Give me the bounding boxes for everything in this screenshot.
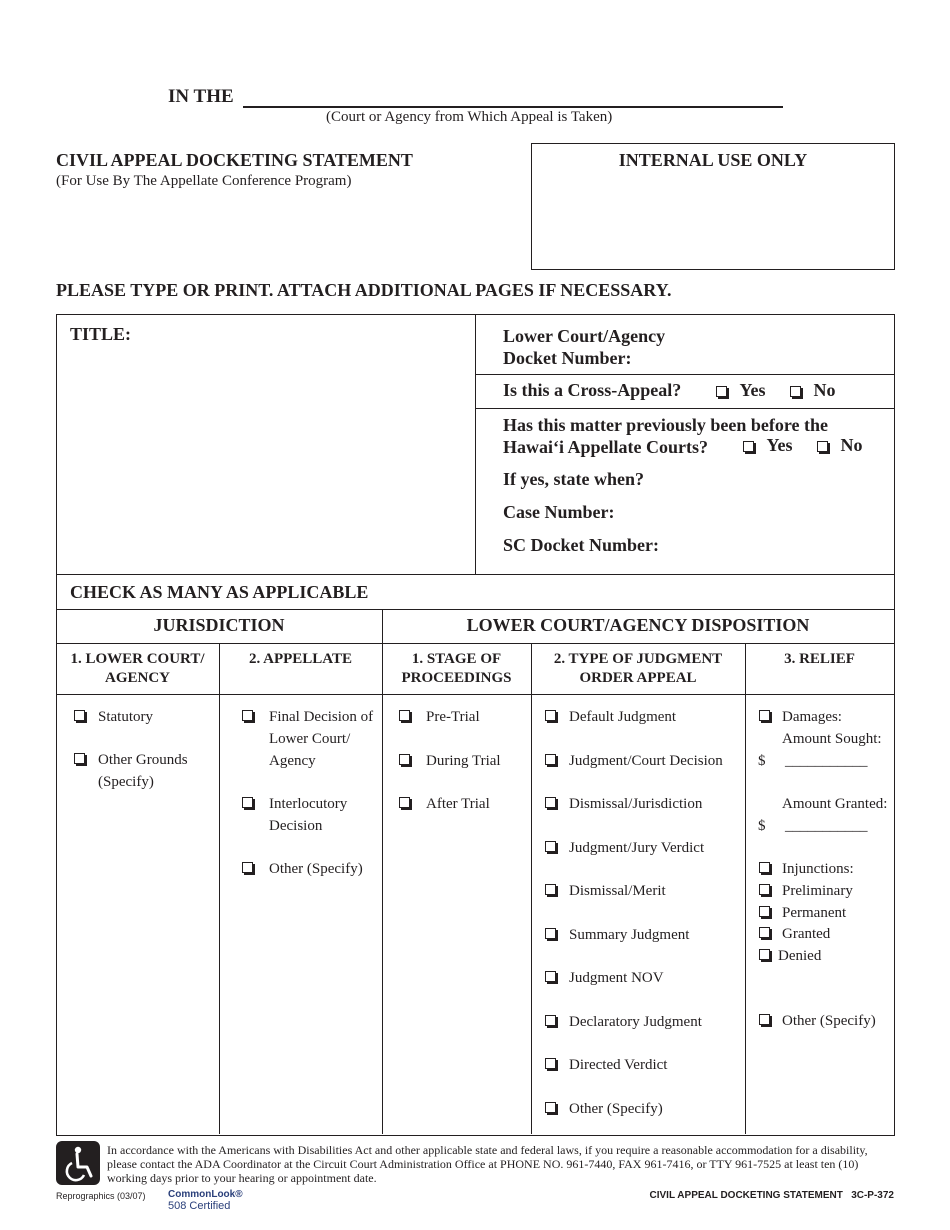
commonlook-logo: CommonLook® [168, 1189, 243, 1200]
judgment-option-label: Declaratory Judgment [569, 1013, 702, 1030]
relief-col-header: 3. RELIEF [784, 651, 855, 667]
checkbox-icon[interactable] [74, 710, 85, 721]
stage-option-label: After Trial [426, 796, 490, 812]
judgment-option-label: Dismissal/Merit [569, 883, 666, 899]
checkbox-icon[interactable] [759, 949, 770, 960]
amount-sought-field[interactable]: ___________ [785, 753, 868, 769]
form-title: CIVIL APPEAL DOCKETING STATEMENT [56, 150, 413, 170]
divider [56, 694, 894, 695]
checkbox-icon[interactable] [790, 386, 801, 397]
if-yes-label: If yes, state when? [503, 469, 644, 489]
judgment-col-header: 2. TYPE OF JUDGMENT ORDER APPEAL [553, 651, 723, 686]
divider [475, 374, 894, 375]
previous-appeal-yes[interactable]: Yes [743, 435, 793, 456]
stage-col-header: 1. STAGE OF PROCEEDINGS [401, 651, 512, 686]
amount-sought-label: Amount Sought: [782, 731, 882, 747]
checkbox-icon[interactable] [242, 710, 253, 721]
checkbox-icon[interactable] [545, 841, 556, 852]
divider [745, 643, 746, 1134]
judgment-option-label: Default Judgment [569, 709, 677, 725]
checkbox-icon[interactable] [759, 906, 770, 917]
title-label: TITLE: [70, 324, 132, 344]
checkbox-icon[interactable] [545, 971, 556, 982]
form-subtitle: (For Use By The Appellate Conference Program) [56, 173, 352, 189]
checkbox-icon[interactable] [74, 753, 85, 764]
judgment-option-label: Directed Verdict [569, 1057, 668, 1073]
checkbox-icon[interactable] [545, 797, 556, 808]
case-number-label: Case Number: [503, 502, 615, 522]
checkbox-icon[interactable] [399, 797, 410, 808]
checkbox-icon[interactable] [759, 710, 770, 721]
checkbox-icon[interactable] [545, 884, 556, 895]
judgment-option-label: Dismissal/Jurisdiction [569, 796, 703, 812]
amount-granted-field[interactable]: ___________ [785, 818, 868, 834]
court-caption: (Court or Agency from Which Appeal is Taken) [326, 109, 613, 125]
form-id: CIVIL APPEAL DOCKETING STATEMENT 3C-P-372 [649, 1190, 894, 1201]
ada-notice: In accordance with the Americans with Disabilities Act and other applicable state and federal laws, if you require a reasonable accommodation for a disability, please contact the ADA Coordinator at the Circuit Court Administration Office at PHONE NO. 961-7440, FAX 961-7416, or TTY 961-7525 at least ten (10) working days prior to your hearing or appointment date. [107, 1143, 868, 1185]
instruction: PLEASE TYPE OR PRINT. ATTACH ADDITIONAL PAGES IF NECESSARY. [56, 280, 672, 300]
jurisdiction-heading: JURISDICTION [153, 615, 285, 635]
stage-option-label: Pre-Trial [426, 709, 480, 725]
judgment-option-label: Other (Specify) [569, 1100, 663, 1117]
checkbox-icon[interactable] [759, 884, 770, 895]
checkbox-icon[interactable] [545, 928, 556, 939]
checkbox-icon[interactable] [242, 797, 253, 808]
disposition-heading: LOWER COURT/AGENCY DISPOSITION [466, 615, 810, 635]
divider [56, 574, 894, 575]
accessibility-icon [56, 1141, 100, 1185]
certified-label: 508 Certified [168, 1200, 231, 1212]
cross-appeal-question: Is this a Cross-Appeal? [503, 380, 682, 400]
checkbox-icon[interactable] [759, 1014, 770, 1025]
divider [219, 643, 220, 1134]
divider [475, 408, 894, 409]
lower-court-col-header: 1. LOWER COURT/ AGENCY [70, 651, 205, 686]
reprographics-label: Reprographics (03/07) [56, 1191, 146, 1201]
dollar-sign: $ [758, 753, 766, 769]
previous-appeal-no[interactable]: No [817, 435, 863, 456]
internal-use-box [531, 143, 895, 270]
sc-docket-label: SC Docket Number: [503, 535, 659, 555]
in-the-label: IN THE [168, 86, 234, 107]
cross-appeal-no[interactable]: No [790, 380, 836, 401]
dollar-sign: $ [758, 818, 766, 834]
checkbox-icon[interactable] [545, 710, 556, 721]
checkbox-icon[interactable] [545, 1058, 556, 1069]
court-line[interactable] [243, 106, 783, 108]
title-field[interactable] [70, 346, 465, 568]
check-heading: CHECK AS MANY AS APPLICABLE [70, 582, 369, 602]
judgment-option-label: Summary Judgment [569, 926, 690, 943]
internal-use-label: INTERNAL USE ONLY [618, 150, 808, 170]
previous-appeal-question: Has this matter previously been before the Hawaiʻi Appellate Courts? [503, 415, 828, 457]
checkbox-icon[interactable] [545, 754, 556, 765]
checkbox-icon[interactable] [759, 862, 770, 873]
checkbox-icon[interactable] [545, 1102, 556, 1113]
divider [531, 643, 532, 1134]
divider [475, 314, 476, 574]
checkbox-icon[interactable] [242, 862, 253, 873]
amount-granted-label: Amount Granted: [782, 796, 888, 812]
cross-appeal-yes[interactable]: Yes [716, 380, 766, 401]
docket-number-label: Lower Court/Agency Docket Number: [503, 326, 666, 368]
checkbox-icon[interactable] [743, 441, 754, 452]
checkbox-icon[interactable] [716, 386, 727, 397]
divider [56, 609, 894, 610]
checkbox-icon[interactable] [759, 927, 770, 938]
judgment-option-label: Judgment/Jury Verdict [569, 839, 705, 856]
checkbox-icon[interactable] [399, 710, 410, 721]
judgment-option-label: Judgment NOV [569, 970, 664, 986]
judgment-option-label: Judgment/Court Decision [569, 752, 723, 769]
appellate-col-header: 2. APPELLATE [248, 651, 353, 667]
divider [56, 643, 894, 644]
checkbox-icon[interactable] [399, 754, 410, 765]
stage-option-label: During Trial [426, 752, 501, 769]
checkbox-icon[interactable] [545, 1015, 556, 1026]
checkbox-icon[interactable] [817, 441, 828, 452]
